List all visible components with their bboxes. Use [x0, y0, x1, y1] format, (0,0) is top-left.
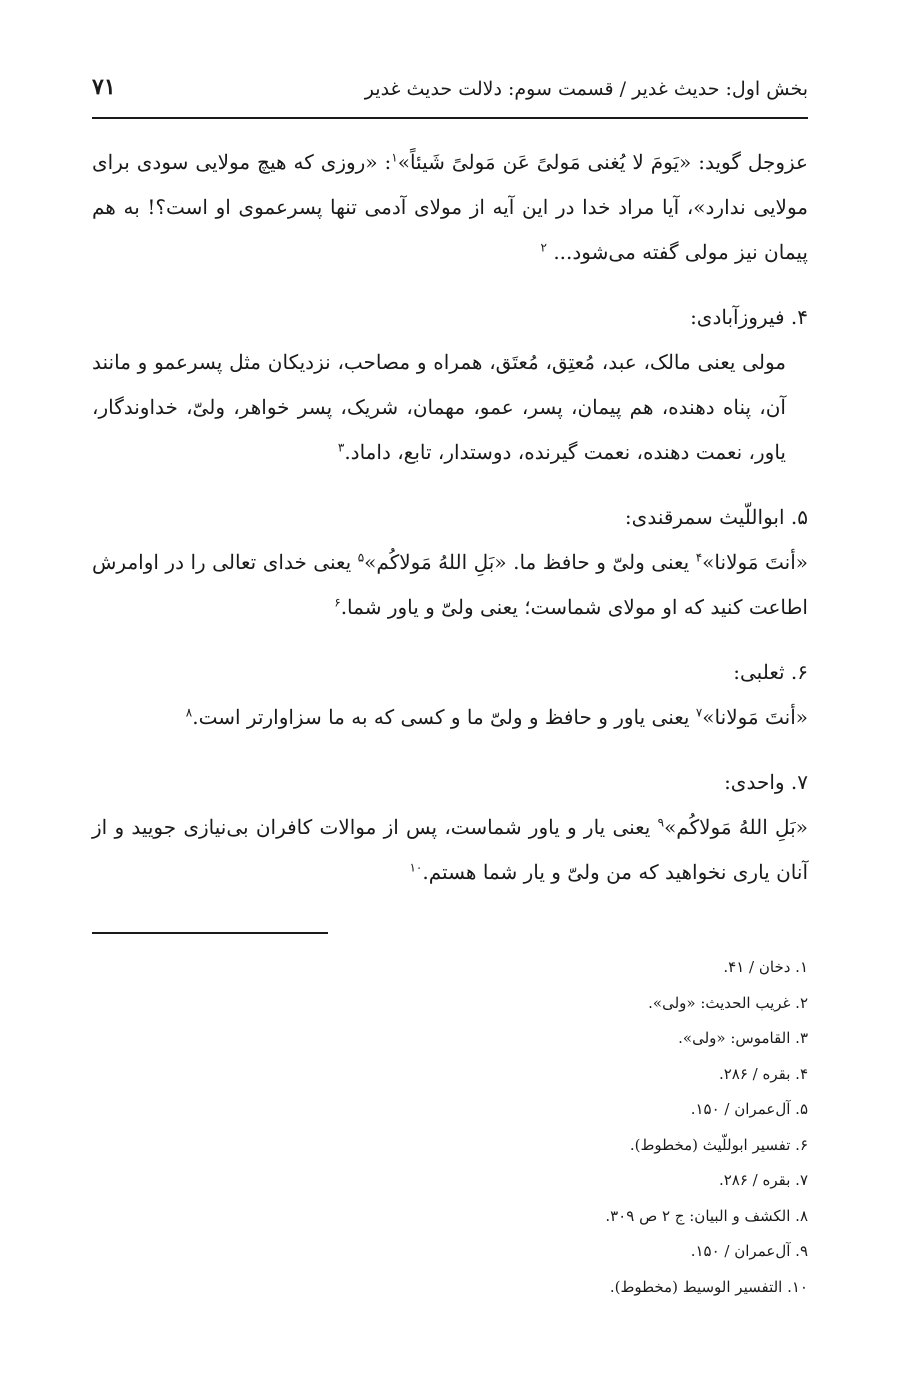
footnote-item: ۵. آل‌عمران / ۱۵۰. — [690, 1100, 808, 1118]
footnote-ref: ۸ — [185, 705, 193, 720]
paragraph-text: یعنی خدای تعالی را در اوامرش اطاعت کنید که او مولای شماست؛ یعنی ولیّ و یاور شما. — [92, 550, 808, 619]
quote-text: «أنتَ مَولانا» — [702, 550, 809, 574]
paragraph-text: یعنی ولیّ و حافظ ما. «بَلِ اللهُ مَولاکُم» — [364, 550, 696, 574]
footnote-ref: ۶ — [334, 595, 341, 610]
paragraph-text: یعنی یاور و حافظ و ولیّ ما و کسی که به ما سزاوارتر است. — [192, 705, 696, 729]
footnote-ref: ۳ — [337, 440, 345, 455]
footnote-divider — [92, 932, 328, 934]
page-number: ۷۱ — [92, 74, 116, 100]
footnote-ref: ۷ — [695, 705, 703, 720]
footnote-item: ۷. بقره / ۲۸۶. — [718, 1171, 808, 1189]
footnote-list — [92, 950, 808, 1305]
paragraph-text: یعنی یار و یاور شماست، پس از موالات کافران بی‌نیازی جویید و از آنان یاری نخواهید که من ولیّ و یار شما هستم. — [92, 815, 808, 884]
footnote-ref: ۴ — [695, 550, 703, 565]
running-header-title: بخش اول: حدیث غدیر / قسمت سوم: دلالت حدیث غدیر — [364, 78, 808, 100]
section-heading-6: ۶. ثعلبی: — [733, 660, 808, 684]
footnote-ref: ۲ — [540, 240, 547, 255]
footnote-item: ۳. القاموس: «ولی». — [678, 1029, 808, 1047]
footnote-item: ۲. غریب الحدیث: «ولی». — [648, 993, 808, 1012]
paragraph-section-7 — [92, 805, 808, 895]
footnote-ref: ۹ — [657, 815, 665, 830]
header-divider — [92, 117, 808, 119]
main-text — [92, 140, 808, 895]
paragraph-section-6 — [92, 695, 808, 740]
paragraph-text: : «روزی که هیچ مولایی سودی برای مولایی ندارد»، آیا مراد خدا در این آیه از مولای آدمی تنها پسرعموی او است؟! به هم پیمان نیز مولی گفته می‌شود... — [92, 150, 808, 264]
paragraph-text: مولی یعنی مالک، عبد، مُعتِق، مُعتَق، همراه و مصاحب، نزدیکان مثل پسرعمو و مانند آن، پناه دهنده، هم پیمان، پسر، عمو، مهمان، شریک، پسر خواهر، ولیّ، خداوندگار، یاور، نعمت دهنده، نعمت گیرنده، دوستدار، تابع، داماد. — [92, 350, 786, 464]
paragraph-intro — [92, 140, 808, 275]
quote-text: «بَلِ اللهُ مَولاکُم» — [664, 815, 808, 839]
footnote-ref: ۵ — [357, 550, 365, 565]
section-heading-4: ۴. فیروزآبادی: — [690, 305, 808, 329]
footnote-item: ۱۰. التفسیر الوسیط (مخطوط). — [609, 1277, 808, 1296]
paragraph-section-5 — [92, 540, 808, 630]
running-header — [92, 72, 808, 112]
paragraph-text: عزوجل گوید: «یَومَ لا یُغنی مَولیً عَن مَولیً شَیئاً» — [397, 150, 808, 174]
footnote-item: ۱. دخان / ۴۱. — [723, 958, 808, 976]
paragraph-section-4 — [92, 340, 808, 475]
footnote-ref: ۱۰ — [409, 860, 423, 875]
book-page — [92, 0, 808, 1390]
footnote-item: ۶. تفسیر ابوللّیث (مخطوط). — [629, 1135, 808, 1154]
section-heading-7: ۷. واحدی: — [724, 770, 808, 794]
section-heading-5: ۵. ابواللّیث سمرقندی: — [624, 505, 808, 529]
footnote-ref: ۱ — [391, 150, 398, 165]
footnote-item: ۸. الکشف و البیان: ج ۲ ص ۳۰۹. — [605, 1206, 808, 1225]
footnote-item: ۹. آل‌عمران / ۱۵۰. — [690, 1242, 808, 1260]
footnote-item: ۴. بقره / ۲۸۶. — [718, 1064, 808, 1083]
quote-text: «أنتَ مَولانا» — [702, 705, 808, 729]
